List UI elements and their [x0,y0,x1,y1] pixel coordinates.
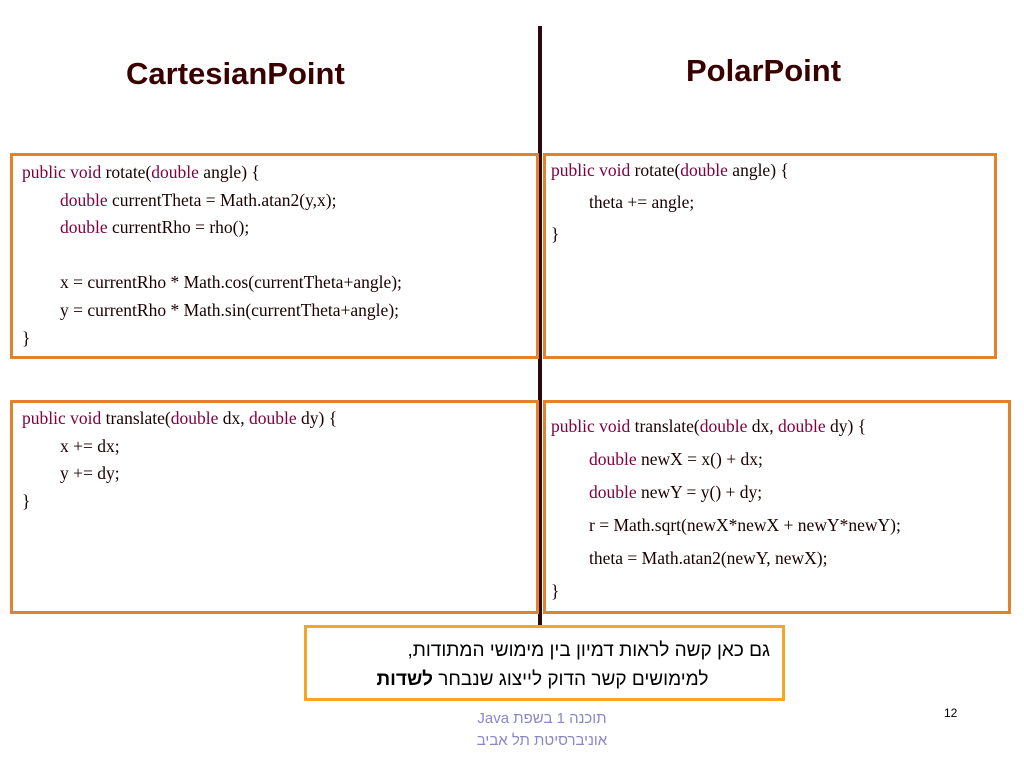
explanation-note [304,625,785,701]
code-keyword: double [680,160,728,180]
code-text: x += dx; [60,435,120,456]
code-keyword: public void [22,162,102,182]
code-line [22,327,31,348]
code-line [22,410,337,428]
code-text: angle) { [198,162,260,182]
code-line [551,583,559,601]
code-keyword: double [151,162,199,182]
code-text: theta += angle; [589,192,695,212]
code-text: angle) { [727,160,789,180]
cartesian-translate-box [10,400,539,614]
note-line-2: למימושים קשר הדוק לייצוג שנבחר לשדות [376,669,709,690]
code-text: r = Math.sqrt(newX*newX + newY*newY); [589,515,901,535]
code-line [551,451,763,469]
code-line [22,164,260,182]
code-text: theta = Math.atan2(newY, newX); [589,548,828,568]
code-line [551,517,901,535]
code-text: y = currentRho * Math.sin(currentTheta+angle); [60,300,400,320]
code-line [551,226,559,244]
code-text: translate( [101,408,171,428]
code-keyword: double [589,449,637,469]
cartesian-point-title: CartesianPoint [126,56,345,91]
code-keyword: double [60,189,108,210]
code-line [551,484,762,502]
footer-course: תוכנה 1 בשפת Java [477,710,607,727]
cartesian-rotate-box [10,153,539,359]
code-keyword: double [589,482,637,502]
code-text: } [551,581,560,601]
code-line [22,189,337,210]
code-text: currentTheta = Math.atan2(y,x); [107,189,337,210]
code-line [22,219,249,237]
footer [430,708,654,752]
code-line [22,302,399,320]
code-text: x = currentRho * Math.cos(currentTheta+angle); [60,272,402,293]
code-text: dx, [218,408,249,428]
code-keyword: double [777,416,826,436]
code-keyword: public void [22,408,102,428]
polar-rotate-box [543,153,997,359]
code-text: dy) { [825,416,867,436]
code-text: newY = y() + dy; [636,482,763,502]
code-line [22,274,402,292]
code-text: y += dy; [60,463,120,483]
code-line [22,465,120,483]
code-line [22,490,31,511]
code-text: rotate( [630,160,681,180]
polar-point-title: PolarPoint [686,53,842,88]
code-text: } [22,490,31,511]
code-text: dy) { [296,408,338,428]
code-line [551,550,827,568]
footer-university: אוניברסיטת תל אביב [476,732,608,749]
note-bold-word: לשדות [376,669,433,690]
code-keyword: double [248,408,297,428]
code-keyword: double [699,416,748,436]
code-keyword: public void [551,160,631,180]
code-text: dx, [747,416,778,436]
code-line [551,418,866,436]
code-keyword: public void [551,416,631,436]
code-line [551,162,789,180]
code-text: newX = x() + dx; [636,449,763,469]
code-keyword: double [60,217,108,238]
code-text: rotate( [101,162,152,182]
code-text: } [551,224,560,244]
code-line [551,194,694,212]
code-keyword: double [170,408,219,428]
page-number: 12 [944,706,958,720]
code-text: currentRho = rho(); [107,217,250,238]
note-line-1: גם כאן קשה לראות דמיון בין מימושי המתודות, [407,640,770,661]
code-line [22,435,120,456]
code-text: } [22,327,31,348]
code-text: translate( [630,416,700,436]
